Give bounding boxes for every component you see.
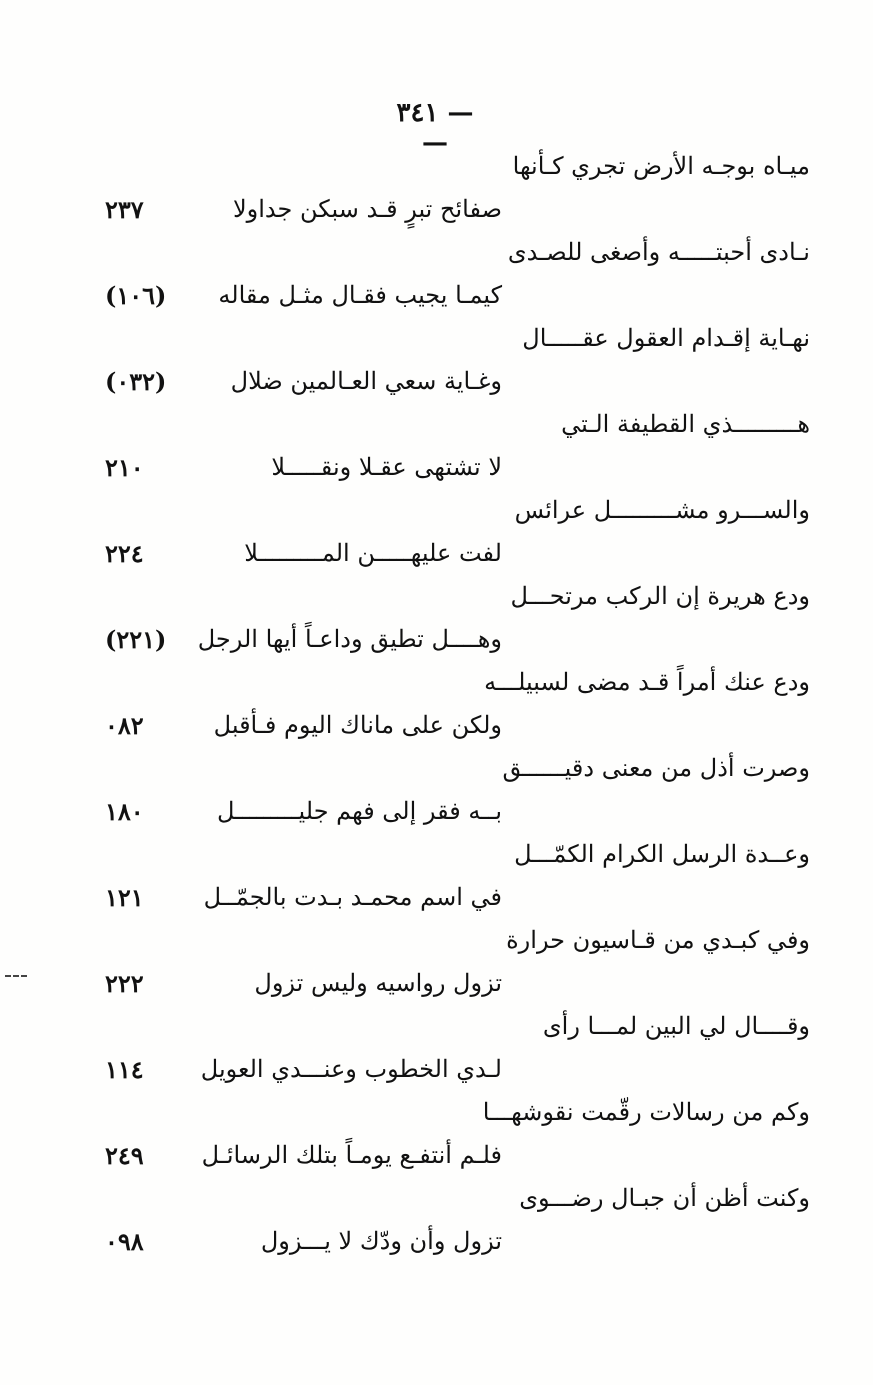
verse-second-hemistich <box>95 446 810 489</box>
verse-reference-number: ١٢١ <box>105 883 144 912</box>
verse-reference-number: (٢٢١) <box>105 625 167 654</box>
hemistich-text: ودع عنك أمراً قـد مضى لسبيلـــه <box>484 668 810 696</box>
verse-reference-number: ٢٢٤ <box>105 539 144 568</box>
hemistich-text: تزول رواسيه وليس تزول <box>254 969 502 997</box>
hemistich-text: نـادى أحبتـــــه وأصغى للصـدى <box>507 238 810 266</box>
hemistich-text: وغـاية سعي العـالمين ضلال <box>230 367 502 395</box>
verse-first-hemistich <box>95 575 810 618</box>
verse-second-hemistich <box>95 790 810 833</box>
verse-first-hemistich <box>95 747 810 790</box>
hemistich-text: وصرت أذل من معنى دقيــــــق <box>502 754 810 782</box>
verse-reference-number: ٠٩٨ <box>105 1227 144 1256</box>
verse-second-hemistich <box>95 532 810 575</box>
verse-reference-number: ٠٨٢ <box>105 711 144 740</box>
verse-second-hemistich <box>95 962 810 1005</box>
verse-reference-number: ٢١٠ <box>105 453 144 482</box>
verse-first-hemistich <box>95 919 810 962</box>
verse-second-hemistich <box>95 704 810 747</box>
page-number: — ٣٤١ — <box>396 98 474 158</box>
verse-second-hemistich <box>95 274 810 317</box>
verse-second-hemistich <box>95 360 810 403</box>
verse-reference-number: ١٨٠ <box>105 797 144 826</box>
verse-first-hemistich <box>95 833 810 876</box>
verse-reference-number: (١٠٦) <box>105 281 167 310</box>
verse-first-hemistich <box>95 1177 810 1220</box>
verse-first-hemistich <box>95 1005 810 1048</box>
hemistich-text: ولكن على ماناك اليوم فـأقبل <box>213 711 502 739</box>
margin-mark <box>5 975 27 979</box>
hemistich-text: صفائح تبرٍ قـد سبكن جداولا <box>232 195 502 223</box>
hemistich-text: بــه فقر إلى فهم جليـــــــــل <box>217 797 502 825</box>
hemistich-text: ميـاه بوجـه الأرض تجري كـأنها <box>512 152 810 180</box>
hemistich-text: تزول وأن ودّك لا يـــزول <box>260 1227 502 1255</box>
hemistich-text: وفي كبـدي من قـاسيون حرارة <box>506 926 810 954</box>
hemistich-text: والســـرو مشـــــــــل عرائس <box>514 496 810 524</box>
verse-second-hemistich <box>95 876 810 919</box>
hemistich-text: لفت عليهـــــن المـــــــــلا <box>244 539 502 567</box>
hemistich-text: وكنت أظن أن جبـال رضـــوى <box>519 1184 810 1212</box>
verse-second-hemistich <box>95 188 810 231</box>
verse-reference-number: ١١٤ <box>105 1055 144 1084</box>
verse-first-hemistich <box>95 145 810 188</box>
verse-first-hemistich <box>95 403 810 446</box>
verse-first-hemistich <box>95 489 810 532</box>
hemistich-text: لـدي الخطوب وعنـــدي العويل <box>200 1055 502 1083</box>
hemistich-text: هـــــــــذي القطيفة الـتي <box>561 410 810 438</box>
verse-reference-number: ٢٢٢ <box>105 969 144 998</box>
hemistich-text: فلـم أنتفـع يومـاً بتلك الرسائـل <box>201 1141 502 1169</box>
verse-reference-number: ٢٣٧ <box>105 195 144 224</box>
verse-list <box>95 145 810 1263</box>
hemistich-text: لا تشتهى عقـلا ونقـــــلا <box>271 453 502 481</box>
verse-first-hemistich <box>95 231 810 274</box>
verse-second-hemistich <box>95 1048 810 1091</box>
verse-first-hemistich <box>95 317 810 360</box>
verse-second-hemistich <box>95 1134 810 1177</box>
hemistich-text: نهـاية إقـدام العقول عقـــــال <box>522 324 810 352</box>
verse-second-hemistich <box>95 1220 810 1263</box>
hemistich-text: وقــــال لي البين لمـــا رأى <box>542 1012 810 1040</box>
verse-first-hemistich <box>95 1091 810 1134</box>
verse-first-hemistich <box>95 661 810 704</box>
hemistich-text: ودع هريرة إن الركب مرتحـــل <box>510 582 810 610</box>
hemistich-text: كيمـا يجيب فقـال مثـل مقاله <box>218 281 502 309</box>
hemistich-text: وهــــل تطيق وداعـاً أيها الرجل <box>197 625 502 653</box>
verse-reference-number: ٢٤٩ <box>105 1141 144 1170</box>
verse-second-hemistich <box>95 618 810 661</box>
verse-reference-number: (٠٣٢) <box>105 367 167 396</box>
hemistich-text: في اسم محمـد بـدت بالجمّــل <box>203 883 502 911</box>
hemistich-text: وكم من رسالات رقّمت نقوشهـــا <box>482 1098 810 1126</box>
hemistich-text: وعــدة الرسل الكرام الكمّـــل <box>514 840 810 868</box>
